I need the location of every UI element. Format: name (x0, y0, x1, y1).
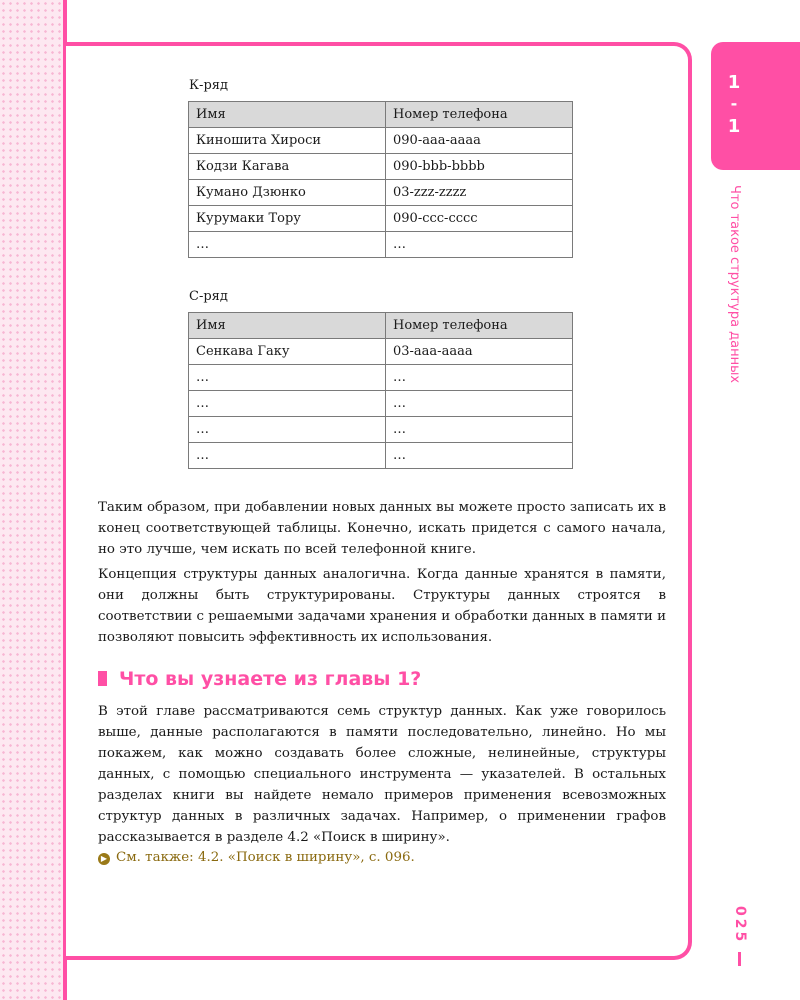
see-also-link[interactable] (98, 850, 415, 865)
table-row (189, 128, 573, 154)
table-cell-phone: 090-aaa-aaaa (386, 128, 573, 154)
paragraph-1: Таким образом, при добавлении новых данных вы можете просто записать их в конец соответствующей таблицы. Конечно, искать придется с самого начала, но это лучше, чем искать по всей телефонной книге. (98, 500, 666, 557)
dotted-margin-pattern (0, 0, 66, 1000)
table-header-name: Имя (189, 102, 386, 128)
table-cell-name: … (189, 417, 386, 443)
table-k (188, 101, 573, 258)
table-cell-phone: 03-aaa-aaaa (386, 339, 573, 365)
chapter-number-separator: - (730, 94, 738, 113)
table-cell-phone: … (386, 365, 573, 391)
table-row (189, 232, 573, 258)
table-header-name: Имя (189, 313, 386, 339)
table-cell-phone: … (386, 232, 573, 258)
table-cell-name: Курумаки Тору (189, 206, 386, 232)
chapter-side-title: Что такое структура данных (727, 185, 742, 384)
see-also-text: См. также: 4.2. «Поиск в ширину», с. 096. (116, 850, 415, 865)
table-cell-name: Киношита Хироси (189, 128, 386, 154)
table-row (189, 391, 573, 417)
table-cell-name: Кумано Дзюнко (189, 180, 386, 206)
table-k-caption: К-ряд (189, 78, 228, 93)
chapter-number-major: 1 (727, 72, 741, 93)
table-row (189, 339, 573, 365)
section-heading (98, 668, 421, 690)
table-cell-phone: 090-bbb-bbbb (386, 154, 573, 180)
paragraph-2: Концепция структуры данных аналогична. Когда данные хранятся в памяти, они должны быть структурированы. Структуры данных строятся в соответствии с решаемыми задачами хранения и обработки данных в памяти и позволяют повысить эффективность их использования. (98, 567, 666, 645)
section-paragraph: В этой главе рассматриваются семь структур данных. Как уже говорилось выше, данные располагаются в памяти последовательно, линейно. Но мы покажем, как можно создавать более сложные, нелинейные, структуры данных, с помощью специального инструмента — указателей. В остальных разделах книги вы найдете немало примеров применения всевозможных структур данных в различных задачах. Например, о применении графов рассказывается в разделе 4.2 «Поиск в ширину». (98, 704, 666, 845)
chapter-tab (711, 42, 800, 170)
table-cell-name: … (189, 391, 386, 417)
table-row (189, 443, 573, 469)
table-s-caption: С-ряд (189, 289, 228, 304)
page-number-bar (738, 952, 741, 966)
table-s (188, 312, 573, 469)
table-cell-phone: … (386, 417, 573, 443)
arrow-right-icon: ▶ (98, 853, 110, 865)
table-cell-name: … (189, 232, 386, 258)
table-row (189, 180, 573, 206)
table-cell-phone: … (386, 391, 573, 417)
table-row (189, 365, 573, 391)
heading-marker-icon (98, 671, 107, 686)
table-cell-name: … (189, 443, 386, 469)
table-cell-name: Сенкава Гаку (189, 339, 386, 365)
table-cell-name: … (189, 365, 386, 391)
table-cell-phone: 03-zzz-zzzz (386, 180, 573, 206)
page-number: 025 (732, 906, 748, 945)
section-heading-text: Что вы узнаете из главы 1? (119, 668, 422, 690)
table-cell-phone: … (386, 443, 573, 469)
table-header-phone: Номер телефона (386, 313, 573, 339)
table-row (189, 206, 573, 232)
table-header-phone: Номер телефона (386, 102, 573, 128)
table-row (189, 417, 573, 443)
table-cell-phone: 090-ccc-cccc (386, 206, 573, 232)
table-row (189, 154, 573, 180)
chapter-number-minor: 1 (727, 116, 741, 137)
table-header-row (189, 313, 573, 339)
table-header-row (189, 102, 573, 128)
table-cell-name: Кодзи Кагава (189, 154, 386, 180)
